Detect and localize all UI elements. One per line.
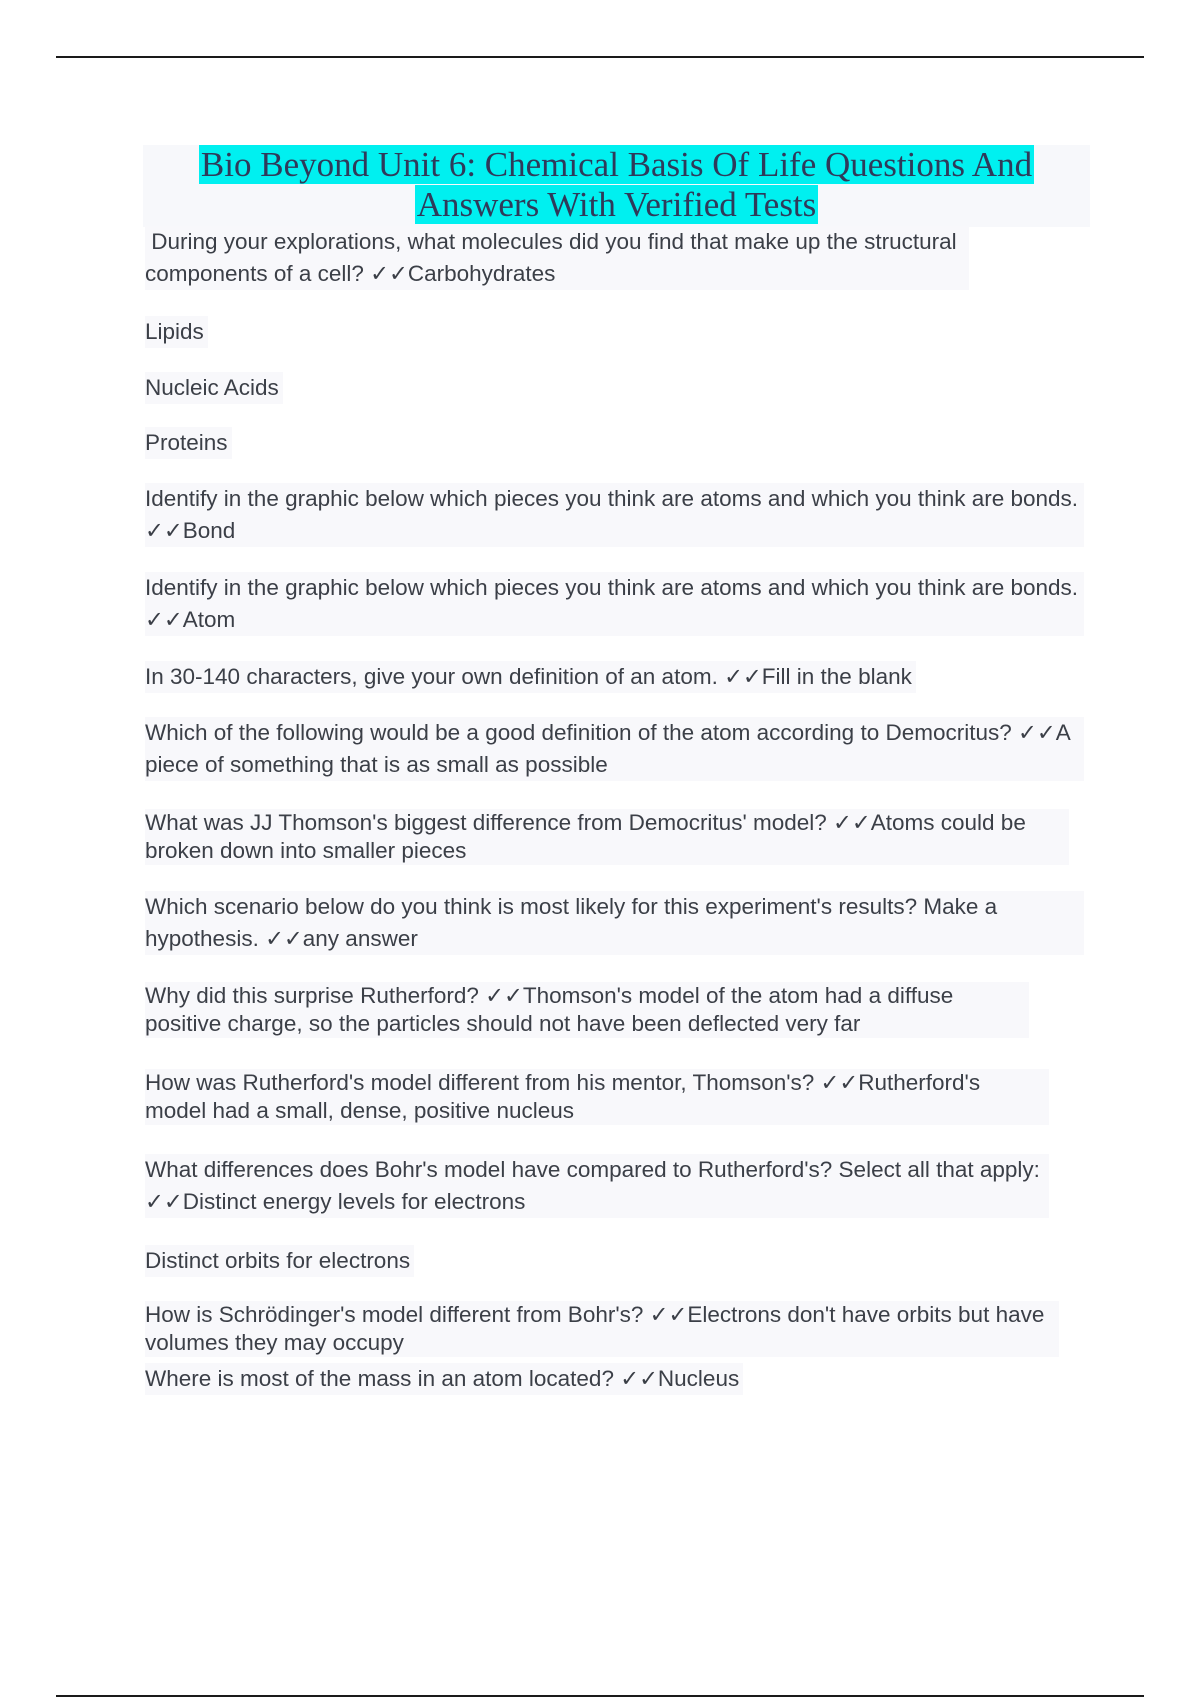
qa-item: Proteins <box>145 427 232 459</box>
qa-item: Where is most of the mass in an atom located? ✓✓Nucleus <box>145 1363 743 1395</box>
qa-item: Which scenario below do you think is most likely for this experiment's results? Make a hypothesis. ✓✓any answer <box>145 891 1084 955</box>
qa-item: Identify in the graphic below which pieces you think are atoms and which you think are bonds. ✓✓Atom <box>145 572 1084 636</box>
qa-item: How was Rutherford's model different from his mentor, Thomson's? ✓✓Rutherford's model had a small, dense, positive nucleus <box>145 1069 1049 1125</box>
qa-item: Which of the following would be a good definition of the atom according to Democritus? ✓✓A piece of something that is as small as possible <box>145 717 1084 781</box>
qa-item: What was JJ Thomson's biggest difference from Democritus' model? ✓✓Atoms could be broken down into smaller pieces <box>145 809 1069 865</box>
document-title-text: Bio Beyond Unit 6: Chemical Basis Of Life Questions And Answers With Verified Tests <box>200 145 1033 224</box>
top-rule <box>56 56 1144 58</box>
qa-item: What differences does Bohr's model have compared to Rutherford's? Select all that apply: ✓✓Distinct energy levels for electrons <box>145 1154 1049 1218</box>
qa-item: Nucleic Acids <box>145 372 283 404</box>
qa-item: How is Schrödinger's model different from Bohr's? ✓✓Electrons don't have orbits but have volumes they may occupy <box>145 1301 1059 1357</box>
qa-item: Identify in the graphic below which pieces you think are atoms and which you think are bonds. ✓✓Bond <box>145 483 1084 547</box>
document-title <box>143 145 1090 227</box>
qa-item: During your explorations, what molecules did you find that make up the structural components of a cell? ✓✓Carbohydrates <box>145 226 969 290</box>
qa-item: Distinct orbits for electrons <box>145 1245 414 1277</box>
bottom-rule <box>56 1695 1144 1697</box>
qa-item: Lipids <box>145 316 208 348</box>
qa-item: Why did this surprise Rutherford? ✓✓Thomson's model of the atom had a diffuse positive charge, so the particles should not have been deflected very far <box>145 982 1029 1038</box>
qa-item: In 30-140 characters, give your own definition of an atom. ✓✓Fill in the blank <box>145 661 916 693</box>
